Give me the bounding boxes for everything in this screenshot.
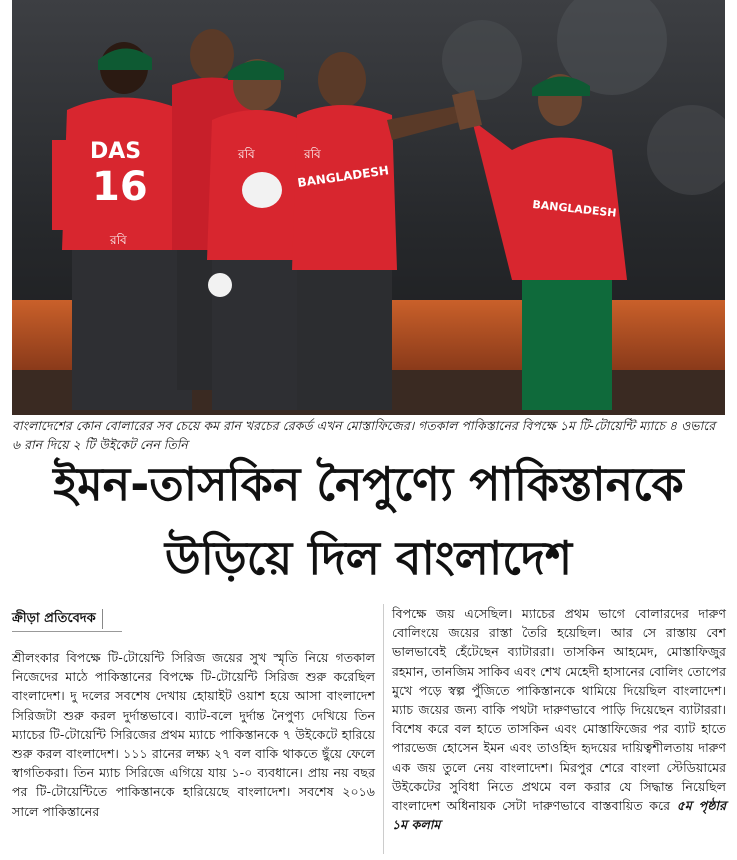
sponsor-text: রবি [110,233,127,247]
jersey-front-text: BANGLADESH [296,163,390,190]
cricket-players-celebration-image [12,0,725,415]
column-divider [383,604,384,854]
byline: ক্রীড়া প্রতিবেদক [12,609,103,629]
jersey-name-text: DAS [90,139,142,164]
jersey-front-text: BANGLADESH [531,197,618,220]
article-column-right [392,604,726,834]
jersey-number-text: 16 [92,164,148,210]
continued-jump-link[interactable]: ৫ম পৃষ্ঠার ১ম কলাম [392,798,726,833]
byline-rule [12,631,122,632]
article-right-text: বিপক্ষে জয় এসেছিল। ম্যাচের প্রথম ভাগে বোলারদের দারুণ বোলিংয়ে জয়ের রাস্তা তৈরি হয়েছিল। আর সে রাস্তায় বেশ ভালভাবেই হেঁটেছেন ব্যাটাররা। তাসকিন আহমেদ, মোস্তাফিজুর রহমান, তানজিম সাকিব এবং শেখ মেহেদী হাসানের বোলিং তোপের মুখে পড়ে স্বল্প পুঁজিতে পাকিস্তানকে থামিয়ে দিয়েছিল বাংলাদেশ। ম্যাচ জয়ের জন্য বাকি পথটা দারুণভাবে পাড়ি দিয়েছেন ব্যাটাররা। বিশেষ করে বল হাতে তাসকিন এবং মোস্তাফিজের পর ব্যাট হাতে পারভেজ হোসেন ইমন এবং তাওহিদ হৃদয়ের দায়িত্বশীলতায় দারুণ এক জয় তুলে নেয় বাংলাদেশ। মিরপুর শেরে বাংলা স্টেডিয়ামের উইকেটের সুবিধা নিতে প্রথমে বল করার যে সিদ্ধান্ত নিয়েছিল বাংলাদেশ অধিনায়ক সেটা দারুণভাবে বাস্তবায়িত করে [392,606,726,814]
article-column-left: শ্রীলংকার বিপক্ষে টি-টোয়েন্টি সিরিজ জয়ের সুখ স্মৃতি নিয়ে গতকাল নিজেদের মাঠে পাকিস্তানের বিপক্ষে টি-টোয়েন্টি সিরিজ শুরু করেছিল বাংলাদেশ। দু দলের সবশেষ দেখায় হোয়াইট ওয়াশ হয়ে আসা বাংলাদেশ সিরিজটা শুরু করল দুর্দান্তভাবে। ব্যাট-বলে দুর্দান্ত নৈপুণ্য দেখিয়ে তিন ম্যাচের টি-টোয়েন্টি সিরিজের প্রথম ম্যাচে পাকিস্তানকে ৭ উইকেটে হারিয়ে শুরু করল বাংলাদেশ। ১১১ রানের লক্ষ্য ২৭ বল বাকি থাকতে ছুঁয়ে ফেলে স্বাগতিকরা। তিন ম্যাচ সিরিজে এগিয়ে যায় ১-০ ব্যবধানে। প্রায় নয় বছর পর টি-টোয়েন্টিতে পাকিস্তানকে হারিয়েছে বাংলাদেশ। সবশেষ ২০১৬ সালে পাকিস্তানের [12,650,375,819]
sponsor-text: রবি [238,147,255,161]
byline-row [12,607,375,635]
photo-caption: বাংলাদেশের কোন বোলারের সব চেয়ে কম রান খরচের রেকর্ড এখন মোস্তাফিজের। গতকাল পাকিস্তানের বিপক্ষে ১ম টি-টোয়েন্টি ম্যাচে ৪ ওভারে ৬ রান দিয়ে ২ টি উইকেট নেন তিনি [12,418,716,452]
sponsor-text: রবি [304,147,321,161]
headline-line-1: ইমন-তাসকিন নৈপুণ্যে পাকিস্তানকে [53,457,684,511]
headline-line-2: উড়িয়ে দিল বাংলাদেশ [164,531,573,585]
news-photo [12,0,725,415]
